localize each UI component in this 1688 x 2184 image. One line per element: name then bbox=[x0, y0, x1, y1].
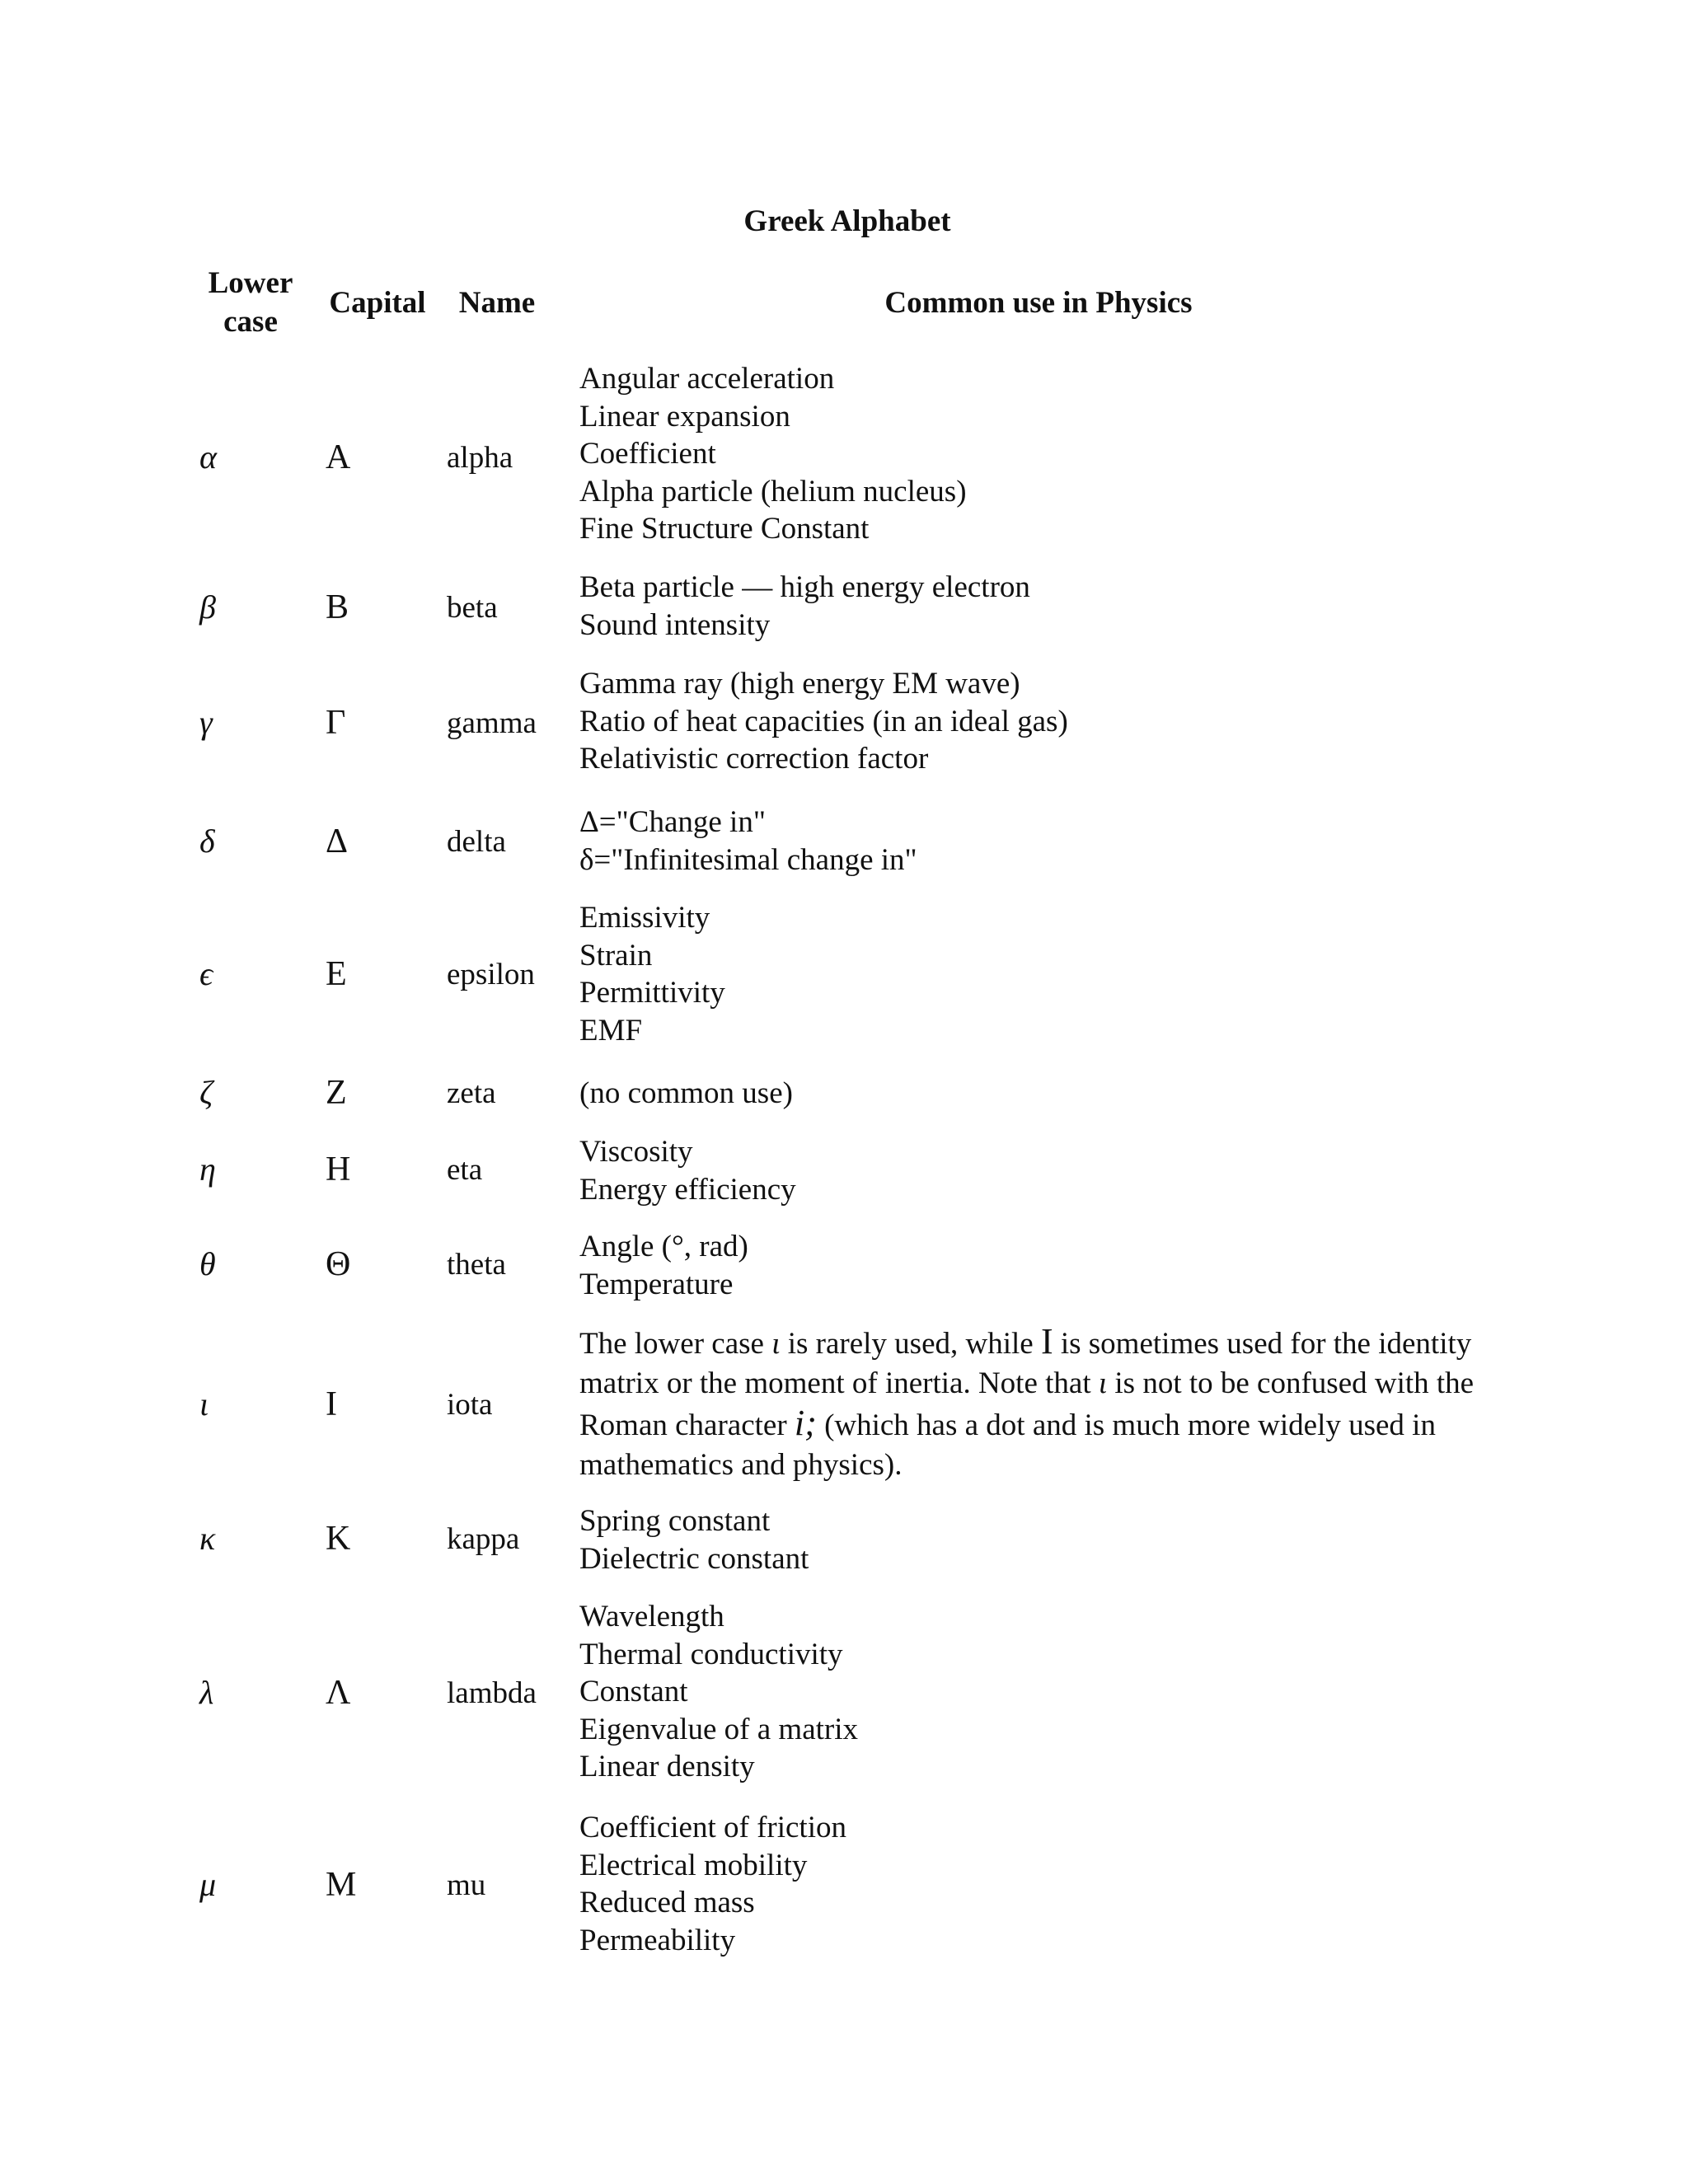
use-item: Linear expansion bbox=[579, 399, 790, 434]
use-item: Dielectric constant bbox=[579, 1541, 809, 1576]
use-item: Ratio of heat capacities (in an ideal gas) bbox=[579, 704, 1068, 738]
use-item: Beta particle — high energy electron bbox=[579, 570, 1030, 604]
lower-case-glyph: θ bbox=[199, 1245, 216, 1282]
use-item: Temperature bbox=[579, 1267, 734, 1301]
use-item: Gamma ray (high energy EM wave) bbox=[579, 667, 1020, 701]
letter-name: gamma bbox=[447, 706, 537, 740]
lower-case-glyph: ϵ bbox=[199, 955, 213, 992]
use-list bbox=[579, 1502, 1486, 1577]
letter-name: iota bbox=[447, 1388, 493, 1422]
use-list bbox=[579, 1598, 1486, 1786]
use-item: Alpha particle (helium nucleus) bbox=[579, 474, 967, 509]
use-item: Coefficient of friction bbox=[579, 1811, 846, 1844]
use-item: (no common use) bbox=[579, 1076, 793, 1110]
lower-case-glyph: μ bbox=[199, 1866, 217, 1903]
use-list bbox=[579, 569, 1486, 644]
use-item: Permittivity bbox=[579, 976, 725, 1010]
use-item: Eigenvalue of a matrix bbox=[579, 1712, 859, 1746]
capital-glyph: Δ bbox=[326, 823, 349, 860]
use-list bbox=[579, 1075, 1486, 1113]
header-lower-line1: Lower bbox=[208, 266, 293, 300]
capital-glyph: Θ bbox=[326, 1245, 351, 1283]
page-title bbox=[0, 206, 1688, 237]
use-list bbox=[579, 1133, 1486, 1208]
letter-name: theta bbox=[447, 1248, 506, 1282]
letter-name: mu bbox=[447, 1868, 486, 1902]
letter-name: alpha bbox=[447, 441, 513, 475]
use-item: Linear density bbox=[579, 1750, 755, 1783]
letter-name: lambda bbox=[447, 1676, 537, 1710]
use-item: Reduced mass bbox=[579, 1886, 755, 1919]
lower-case-glyph: η bbox=[199, 1151, 216, 1188]
use-item: Thermal conductivity bbox=[579, 1637, 843, 1671]
letter-name: beta bbox=[447, 591, 498, 625]
lower-case-glyph: ζ bbox=[199, 1074, 213, 1111]
description-text: (which has a dot and is much more widely used in mathematics and physics). bbox=[579, 1408, 1436, 1482]
lower-case-glyph: γ bbox=[199, 704, 213, 741]
use-list bbox=[579, 360, 1486, 548]
letter-name: zeta bbox=[447, 1076, 496, 1110]
use-item: Angular acceleration bbox=[579, 362, 835, 396]
letter-name: delta bbox=[447, 825, 506, 859]
header-capital: Capital bbox=[329, 286, 426, 320]
use-item: Emissivity bbox=[579, 901, 710, 935]
capital-glyph: Γ bbox=[326, 704, 346, 742]
use-item: Δ="Change in" bbox=[579, 805, 766, 839]
lower-case-glyph: ι bbox=[199, 1385, 209, 1422]
use-item: Coefficient bbox=[579, 437, 716, 471]
capital-glyph: Λ bbox=[326, 1674, 351, 1712]
lower-case-glyph: λ bbox=[199, 1674, 214, 1711]
use-item: Strain bbox=[579, 938, 653, 972]
use-item: Electrical mobility bbox=[579, 1848, 808, 1882]
use-item: Permeability bbox=[579, 1923, 736, 1957]
capital-glyph: A bbox=[326, 438, 351, 476]
iota-glyph-inline: ι bbox=[1098, 1366, 1108, 1400]
description-text: The lower case bbox=[579, 1327, 772, 1361]
table-header bbox=[0, 264, 1688, 346]
capital-glyph: H bbox=[326, 1151, 351, 1188]
letter-name: eta bbox=[447, 1153, 483, 1187]
capital-glyph: I bbox=[326, 1385, 337, 1423]
use-item: Angle (°, rad) bbox=[579, 1230, 748, 1263]
use-item: Spring constant bbox=[579, 1504, 771, 1538]
header-common-use: Common use in Physics bbox=[884, 286, 1193, 320]
use-list bbox=[579, 1228, 1486, 1303]
use-item: Constant bbox=[579, 1675, 688, 1708]
capital-glyph: M bbox=[326, 1866, 357, 1904]
capital-glyph: K bbox=[326, 1520, 351, 1558]
capital-glyph: Z bbox=[326, 1074, 347, 1112]
use-item: Fine Structure Constant bbox=[579, 512, 870, 546]
header-lower-line2: case bbox=[223, 305, 278, 339]
use-item: Wavelength bbox=[579, 1600, 724, 1633]
description-text: is rarely used, while bbox=[780, 1327, 1041, 1361]
use-item: EMF bbox=[579, 1013, 643, 1047]
header-lower-case bbox=[195, 264, 307, 341]
use-item: Sound intensity bbox=[579, 607, 771, 642]
letter-name: kappa bbox=[447, 1522, 520, 1556]
iota-description bbox=[579, 1322, 1486, 1485]
use-list bbox=[579, 804, 1486, 879]
lower-case-glyph: α bbox=[199, 438, 217, 476]
lower-case-glyph: κ bbox=[199, 1520, 216, 1557]
letter-name: epsilon bbox=[447, 958, 535, 991]
use-list bbox=[579, 1809, 1486, 1959]
description-text: is sometimes used for the identity matrix or the moment of inertia. Note that bbox=[579, 1327, 1472, 1400]
use-list bbox=[579, 665, 1486, 778]
capital-glyph: E bbox=[326, 955, 347, 993]
use-item: δ="Infinitesimal change in" bbox=[579, 842, 917, 877]
description-text: is not to be confused with the Roman character bbox=[579, 1366, 1475, 1442]
title-text: Greek Alphabet bbox=[743, 204, 951, 238]
use-list bbox=[579, 899, 1486, 1049]
header-name: Name bbox=[458, 286, 536, 320]
lower-case-glyph: β bbox=[199, 588, 216, 626]
iota-glyph-inline: ι bbox=[771, 1327, 781, 1361]
use-item: Energy efficiency bbox=[579, 1172, 796, 1207]
lower-case-glyph: δ bbox=[199, 823, 215, 860]
capital-glyph: B bbox=[326, 588, 349, 626]
roman-i-glyph-inline: i; bbox=[794, 1403, 817, 1443]
use-item: Relativistic correction factor bbox=[579, 742, 929, 776]
capital-iota-glyph-inline: I bbox=[1040, 1321, 1053, 1361]
use-item: Viscosity bbox=[579, 1135, 693, 1169]
